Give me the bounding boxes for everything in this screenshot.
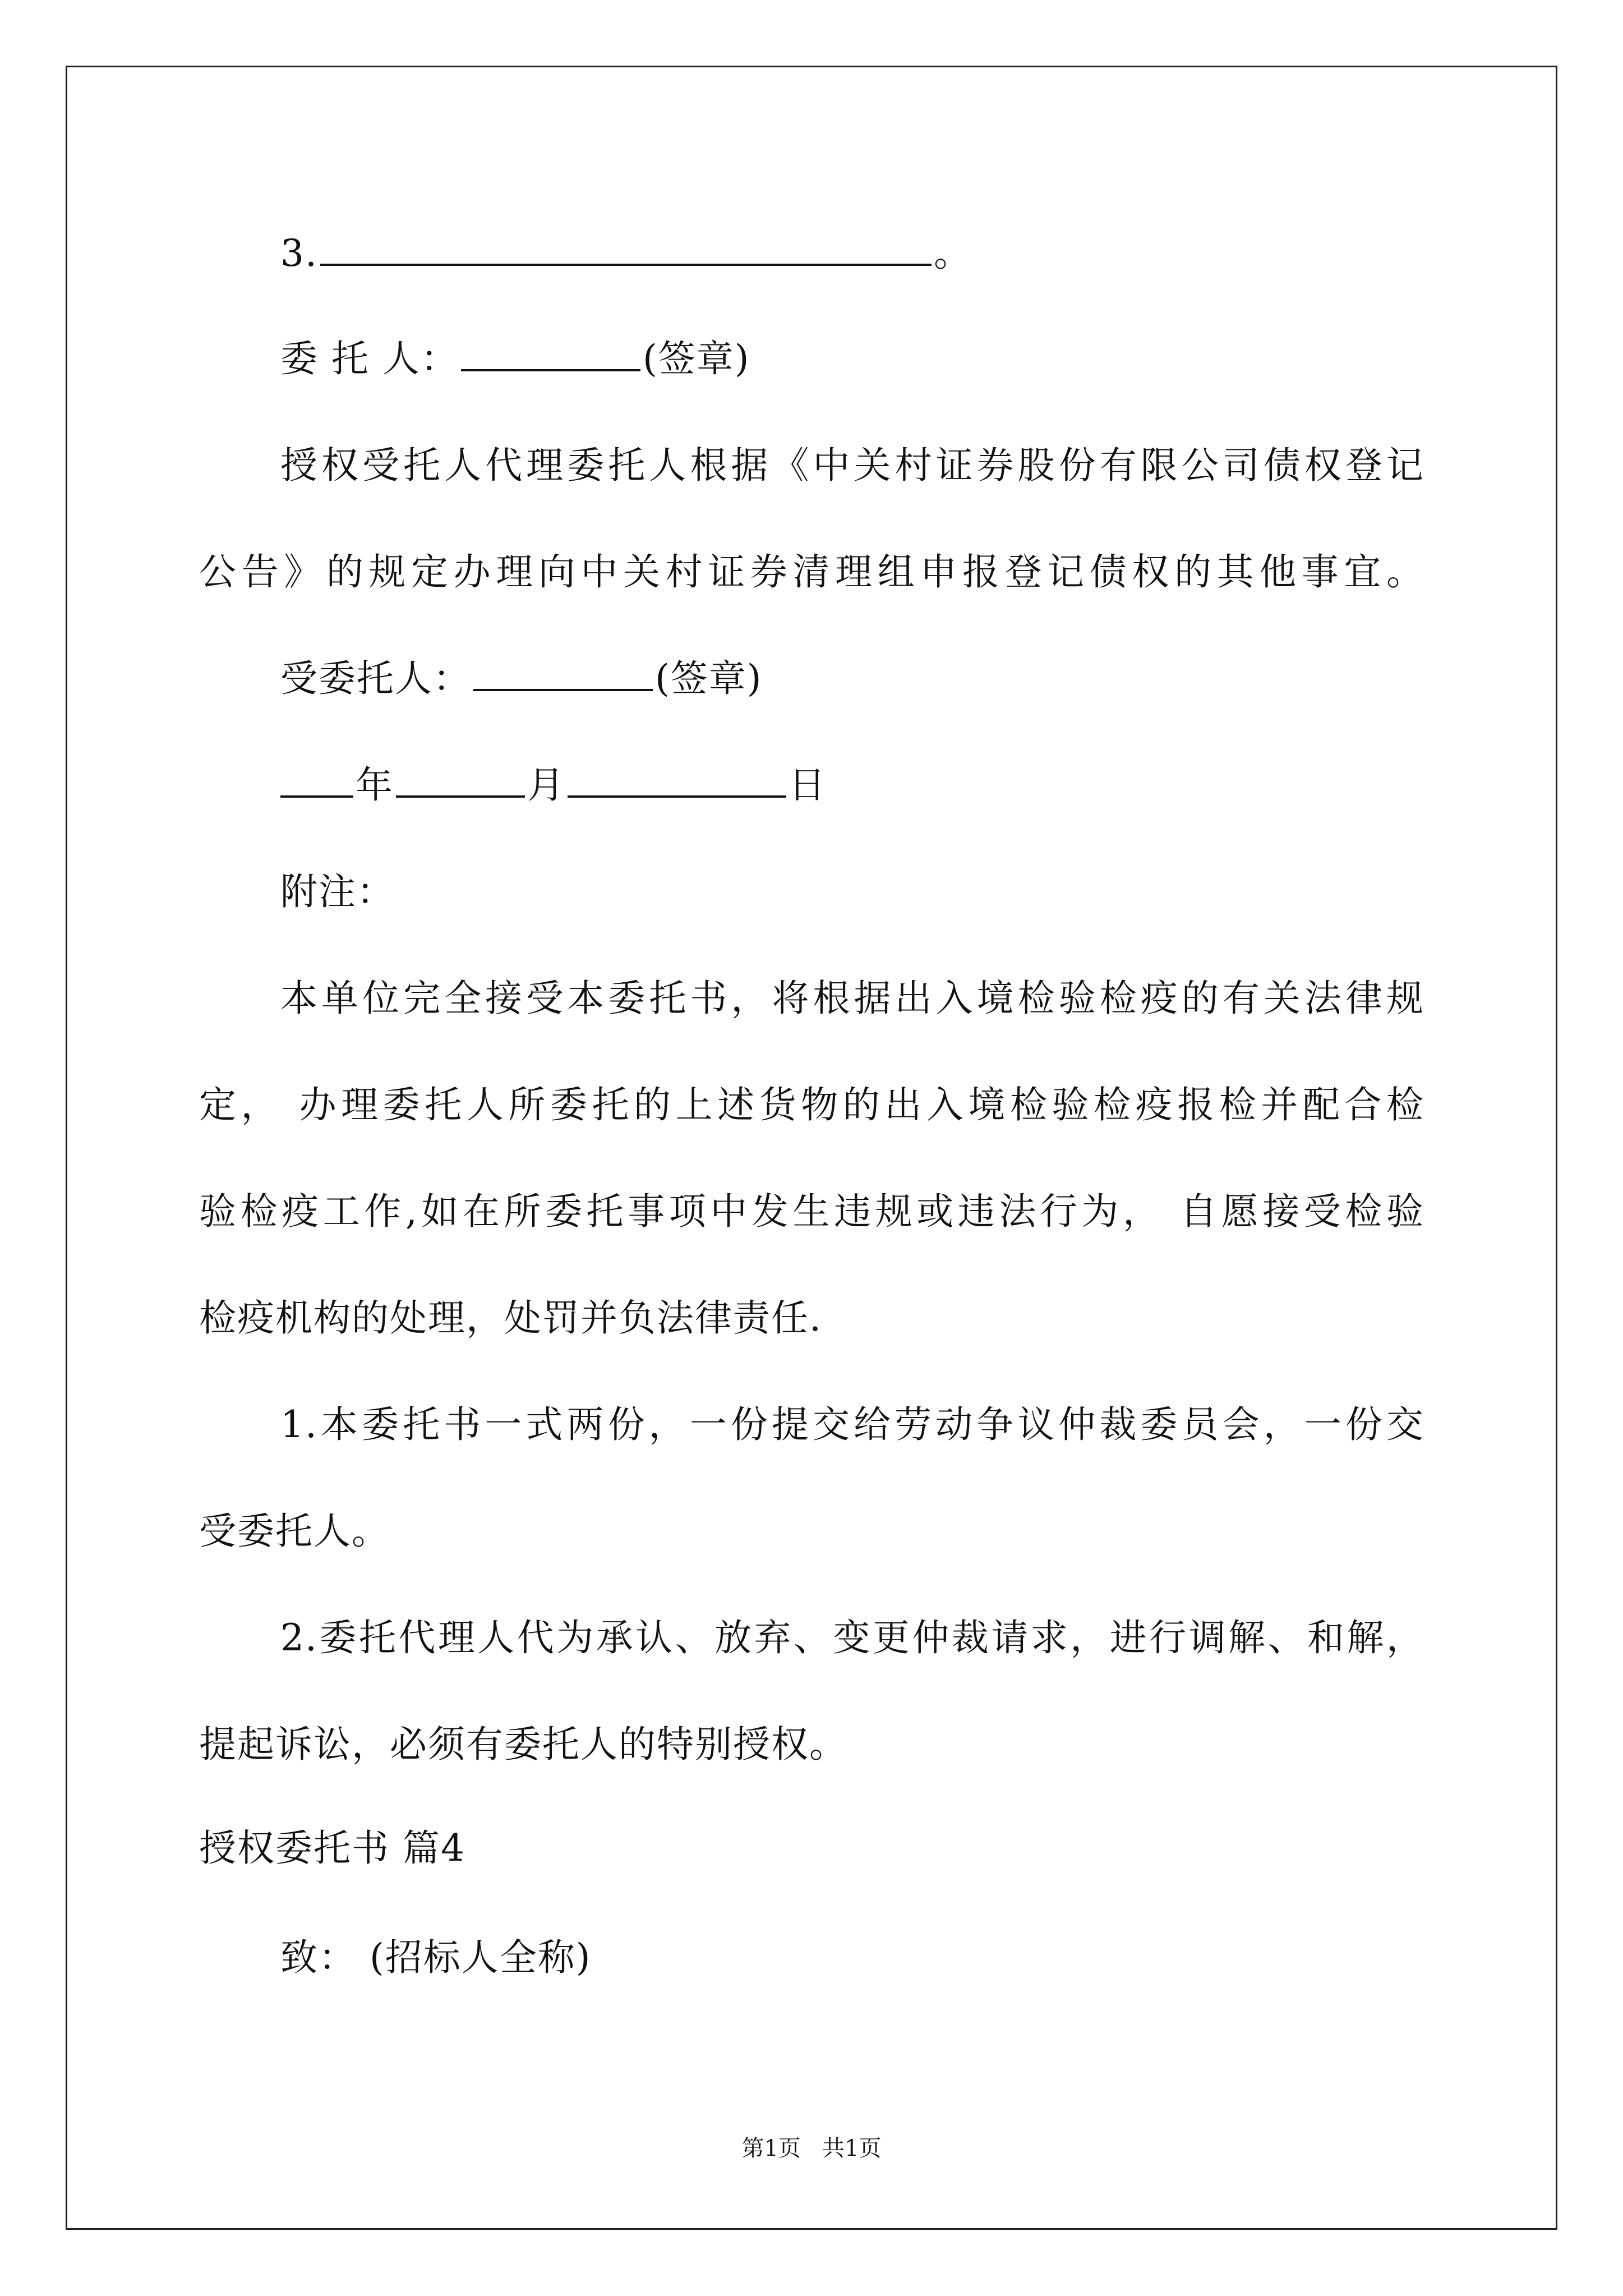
year-label: 年	[356, 763, 394, 807]
item-3-prefix: 3.	[280, 232, 318, 275]
agent-signature-line	[280, 656, 763, 701]
note-label: 附注：	[280, 870, 395, 913]
item-3-blank	[320, 231, 932, 266]
page-border	[66, 66, 1557, 2230]
section-title: 授权委托书 篇4	[199, 1826, 465, 1870]
item-1-line-2: 受委托人。	[199, 1510, 390, 1553]
agent-label: 受委托人：	[280, 657, 471, 700]
principal-label: 委 托 人：	[280, 337, 459, 380]
year-blank	[280, 763, 353, 798]
principal-seal: (签章)	[642, 337, 750, 380]
date-line	[280, 763, 827, 808]
to-line: 致： (招标人全称)	[280, 1936, 592, 1979]
agent-blank	[473, 656, 653, 691]
note-paragraph-line-2: 定， 办理委托人所委托的上述货物的出入境检验检疫报检并配合检	[199, 1083, 1424, 1126]
month-blank	[396, 763, 525, 798]
note-paragraph-line-1: 本单位完全接受本委托书，将根据出入境检验检疫的有关法律规	[280, 977, 1424, 1020]
principal-signature-line	[280, 337, 750, 381]
note-paragraph-line-4: 检疫机构的处理，处罚并负法律责任.	[199, 1296, 822, 1340]
day-label: 日	[789, 763, 827, 807]
item-2-line-1: 2.委托代理人代为承认、放弃、变更仲裁请求，进行调解、和解，	[280, 1616, 1424, 1659]
item-3-suffix: 。	[933, 232, 972, 275]
item-2-line-2: 提起诉讼，必须有委托人的特别授权。	[199, 1723, 847, 1766]
principal-blank	[461, 337, 640, 371]
page-footer: 第1页 共1页	[741, 2136, 882, 2161]
item-3-line	[280, 231, 972, 276]
authorization-line-2: 公告》的规定办理向中关村证券清理组申报登记债权的其他事宜。	[199, 550, 1424, 593]
month-label: 月	[527, 763, 565, 807]
note-paragraph-line-3: 验检疫工作,如在所委托事项中发生违规或违法行为， 自愿接受检验	[199, 1190, 1424, 1233]
authorization-line-1: 授权受托人代理委托人根据《中关村证券股份有限公司债权登记	[280, 444, 1424, 487]
agent-seal: (签章)	[655, 657, 763, 700]
day-blank	[568, 763, 786, 798]
item-1-line-1: 1.本委托书一式两份，一份提交给劳动争议仲裁委员会，一份交	[280, 1403, 1424, 1446]
